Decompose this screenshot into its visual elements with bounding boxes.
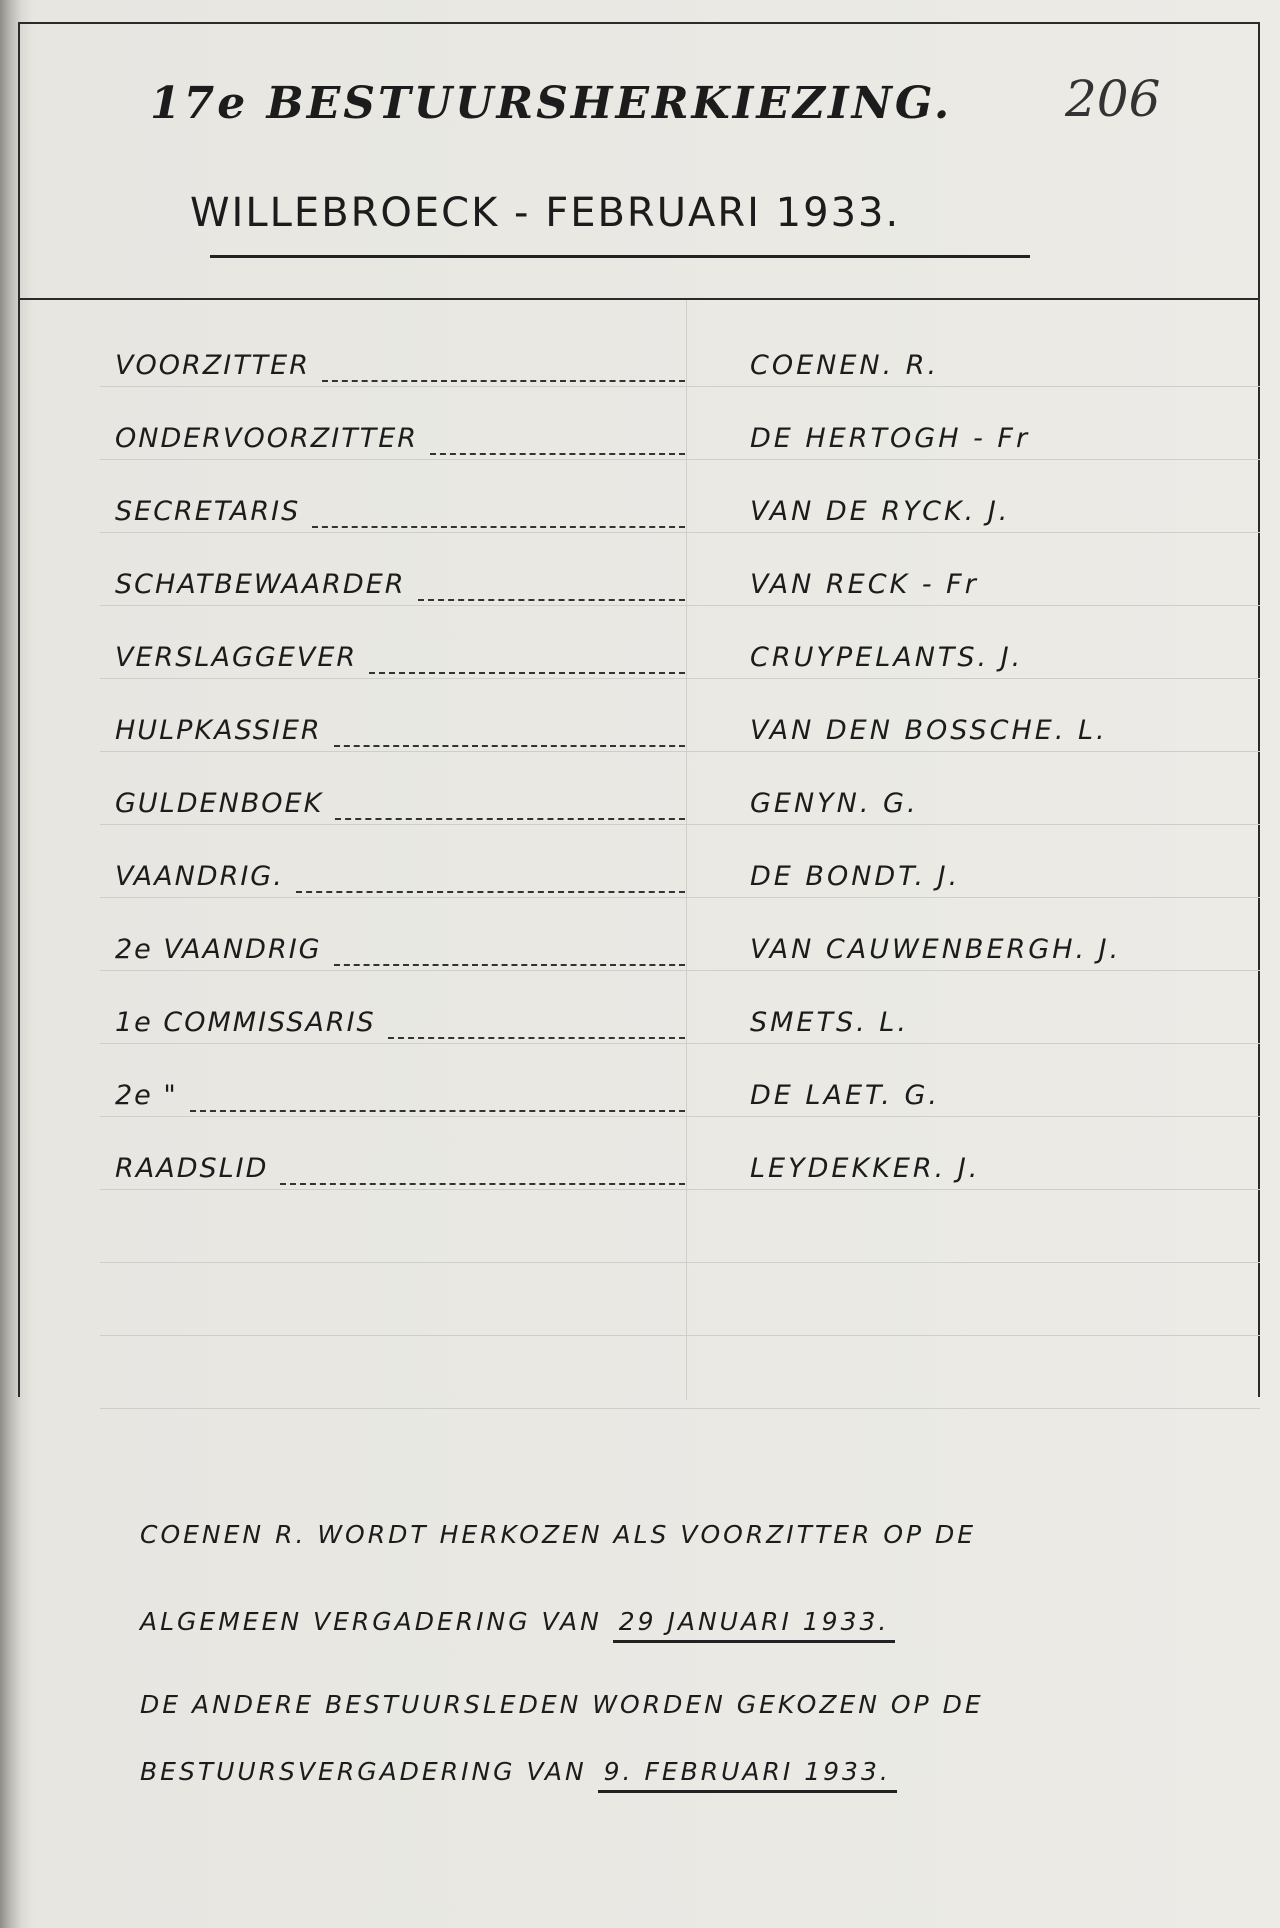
member-name: VAN RECK - Fr [750, 569, 979, 600]
leader-dashes [334, 964, 685, 966]
note-line-2 [140, 1607, 895, 1636]
role-label: SCHATBEWAARDER [115, 569, 406, 600]
page-number: 206 [1065, 70, 1161, 128]
leader-dashes [312, 526, 685, 528]
board-row [0, 1080, 1280, 1130]
ruled-line [100, 1335, 1260, 1336]
member-name: COENEN. R. [750, 350, 940, 381]
board-row [0, 496, 1280, 546]
note-line-4 [140, 1757, 897, 1786]
member-name: VAN CAUWENBERGH. J. [750, 934, 1122, 965]
board-row [0, 788, 1280, 838]
role-label: VERSLAGGEVER [115, 642, 358, 673]
board-meeting-date: 9. FEBRUARI 1933. [598, 1757, 897, 1793]
member-name: DE BONDT. J. [750, 861, 961, 892]
leader-dashes [369, 672, 685, 674]
header-divider [18, 298, 1260, 300]
ruled-line [100, 386, 1260, 387]
board-row [0, 715, 1280, 765]
ruled-line [100, 751, 1260, 752]
leader-dashes [190, 1110, 685, 1112]
ruled-line [100, 459, 1260, 460]
role-label: VOORZITTER [115, 350, 310, 381]
role-label: GULDENBOEK [115, 788, 324, 819]
role-label: VAANDRIG. [115, 861, 284, 892]
board-row [0, 1153, 1280, 1203]
role-label: RAADSLID [115, 1153, 269, 1184]
member-name: CRUYPELANTS. J. [750, 642, 1024, 673]
role-label: SECRETARIS [115, 496, 301, 527]
role-label: 2e VAANDRIG [115, 934, 322, 965]
role-label: 1e COMMISSARIS [115, 1007, 376, 1038]
note-line-4-text: BESTUURSVERGADERING VAN [140, 1757, 587, 1786]
member-name: VAN DE RYCK. J. [750, 496, 1011, 527]
board-row [0, 1007, 1280, 1057]
board-row [0, 934, 1280, 984]
document-subtitle: WILLEBROECK - FEBRUARI 1933. [190, 190, 901, 236]
ruled-line [100, 605, 1260, 606]
document-title: 17e BESTUURSHERKIEZING. [150, 78, 953, 129]
ruled-line [100, 824, 1260, 825]
ruled-line [100, 678, 1260, 679]
member-name: DE LAET. G. [750, 1080, 940, 1111]
leader-dashes [388, 1037, 685, 1039]
leader-dashes [334, 745, 685, 747]
member-name: SMETS. L. [750, 1007, 909, 1038]
leader-dashes [335, 818, 685, 820]
note-line-2-text: ALGEMEEN VERGADERING VAN [140, 1607, 602, 1636]
role-label: 2e " [115, 1080, 178, 1111]
role-label: ONDERVOORZITTER [115, 423, 419, 454]
board-row [0, 350, 1280, 400]
ruled-line [100, 1189, 1260, 1190]
note-line-3: DE ANDERE BESTUURSLEDEN WORDEN GEKOZEN OP DE [140, 1690, 984, 1719]
member-name: GENYN. G. [750, 788, 919, 819]
member-name: DE HERTOGH - Fr [750, 423, 1031, 454]
leader-dashes [296, 891, 685, 893]
board-row [0, 423, 1280, 473]
ruled-line [100, 970, 1260, 971]
member-name: LEYDEKKER. J. [750, 1153, 981, 1184]
ruled-line [100, 1116, 1260, 1117]
general-meeting-date: 29 JANUARI 1933. [613, 1607, 896, 1643]
leader-dashes [418, 599, 685, 601]
note-line-1: COENEN R. WORDT HERKOZEN ALS VOORZITTER OP DE [140, 1520, 977, 1549]
subtitle-underline [210, 255, 1030, 258]
member-name: VAN DEN BOSSCHE. L. [750, 715, 1108, 746]
board-row [0, 569, 1280, 619]
ruled-line [100, 532, 1260, 533]
leader-dashes [430, 453, 685, 455]
ruled-line [100, 1262, 1260, 1263]
role-label: HULPKASSIER [115, 715, 322, 746]
ruled-line [100, 1043, 1260, 1044]
board-row [0, 861, 1280, 911]
leader-dashes [280, 1183, 685, 1185]
ruled-line [100, 1408, 1260, 1409]
ruled-line [100, 897, 1260, 898]
board-row [0, 642, 1280, 692]
leader-dashes [322, 380, 685, 382]
